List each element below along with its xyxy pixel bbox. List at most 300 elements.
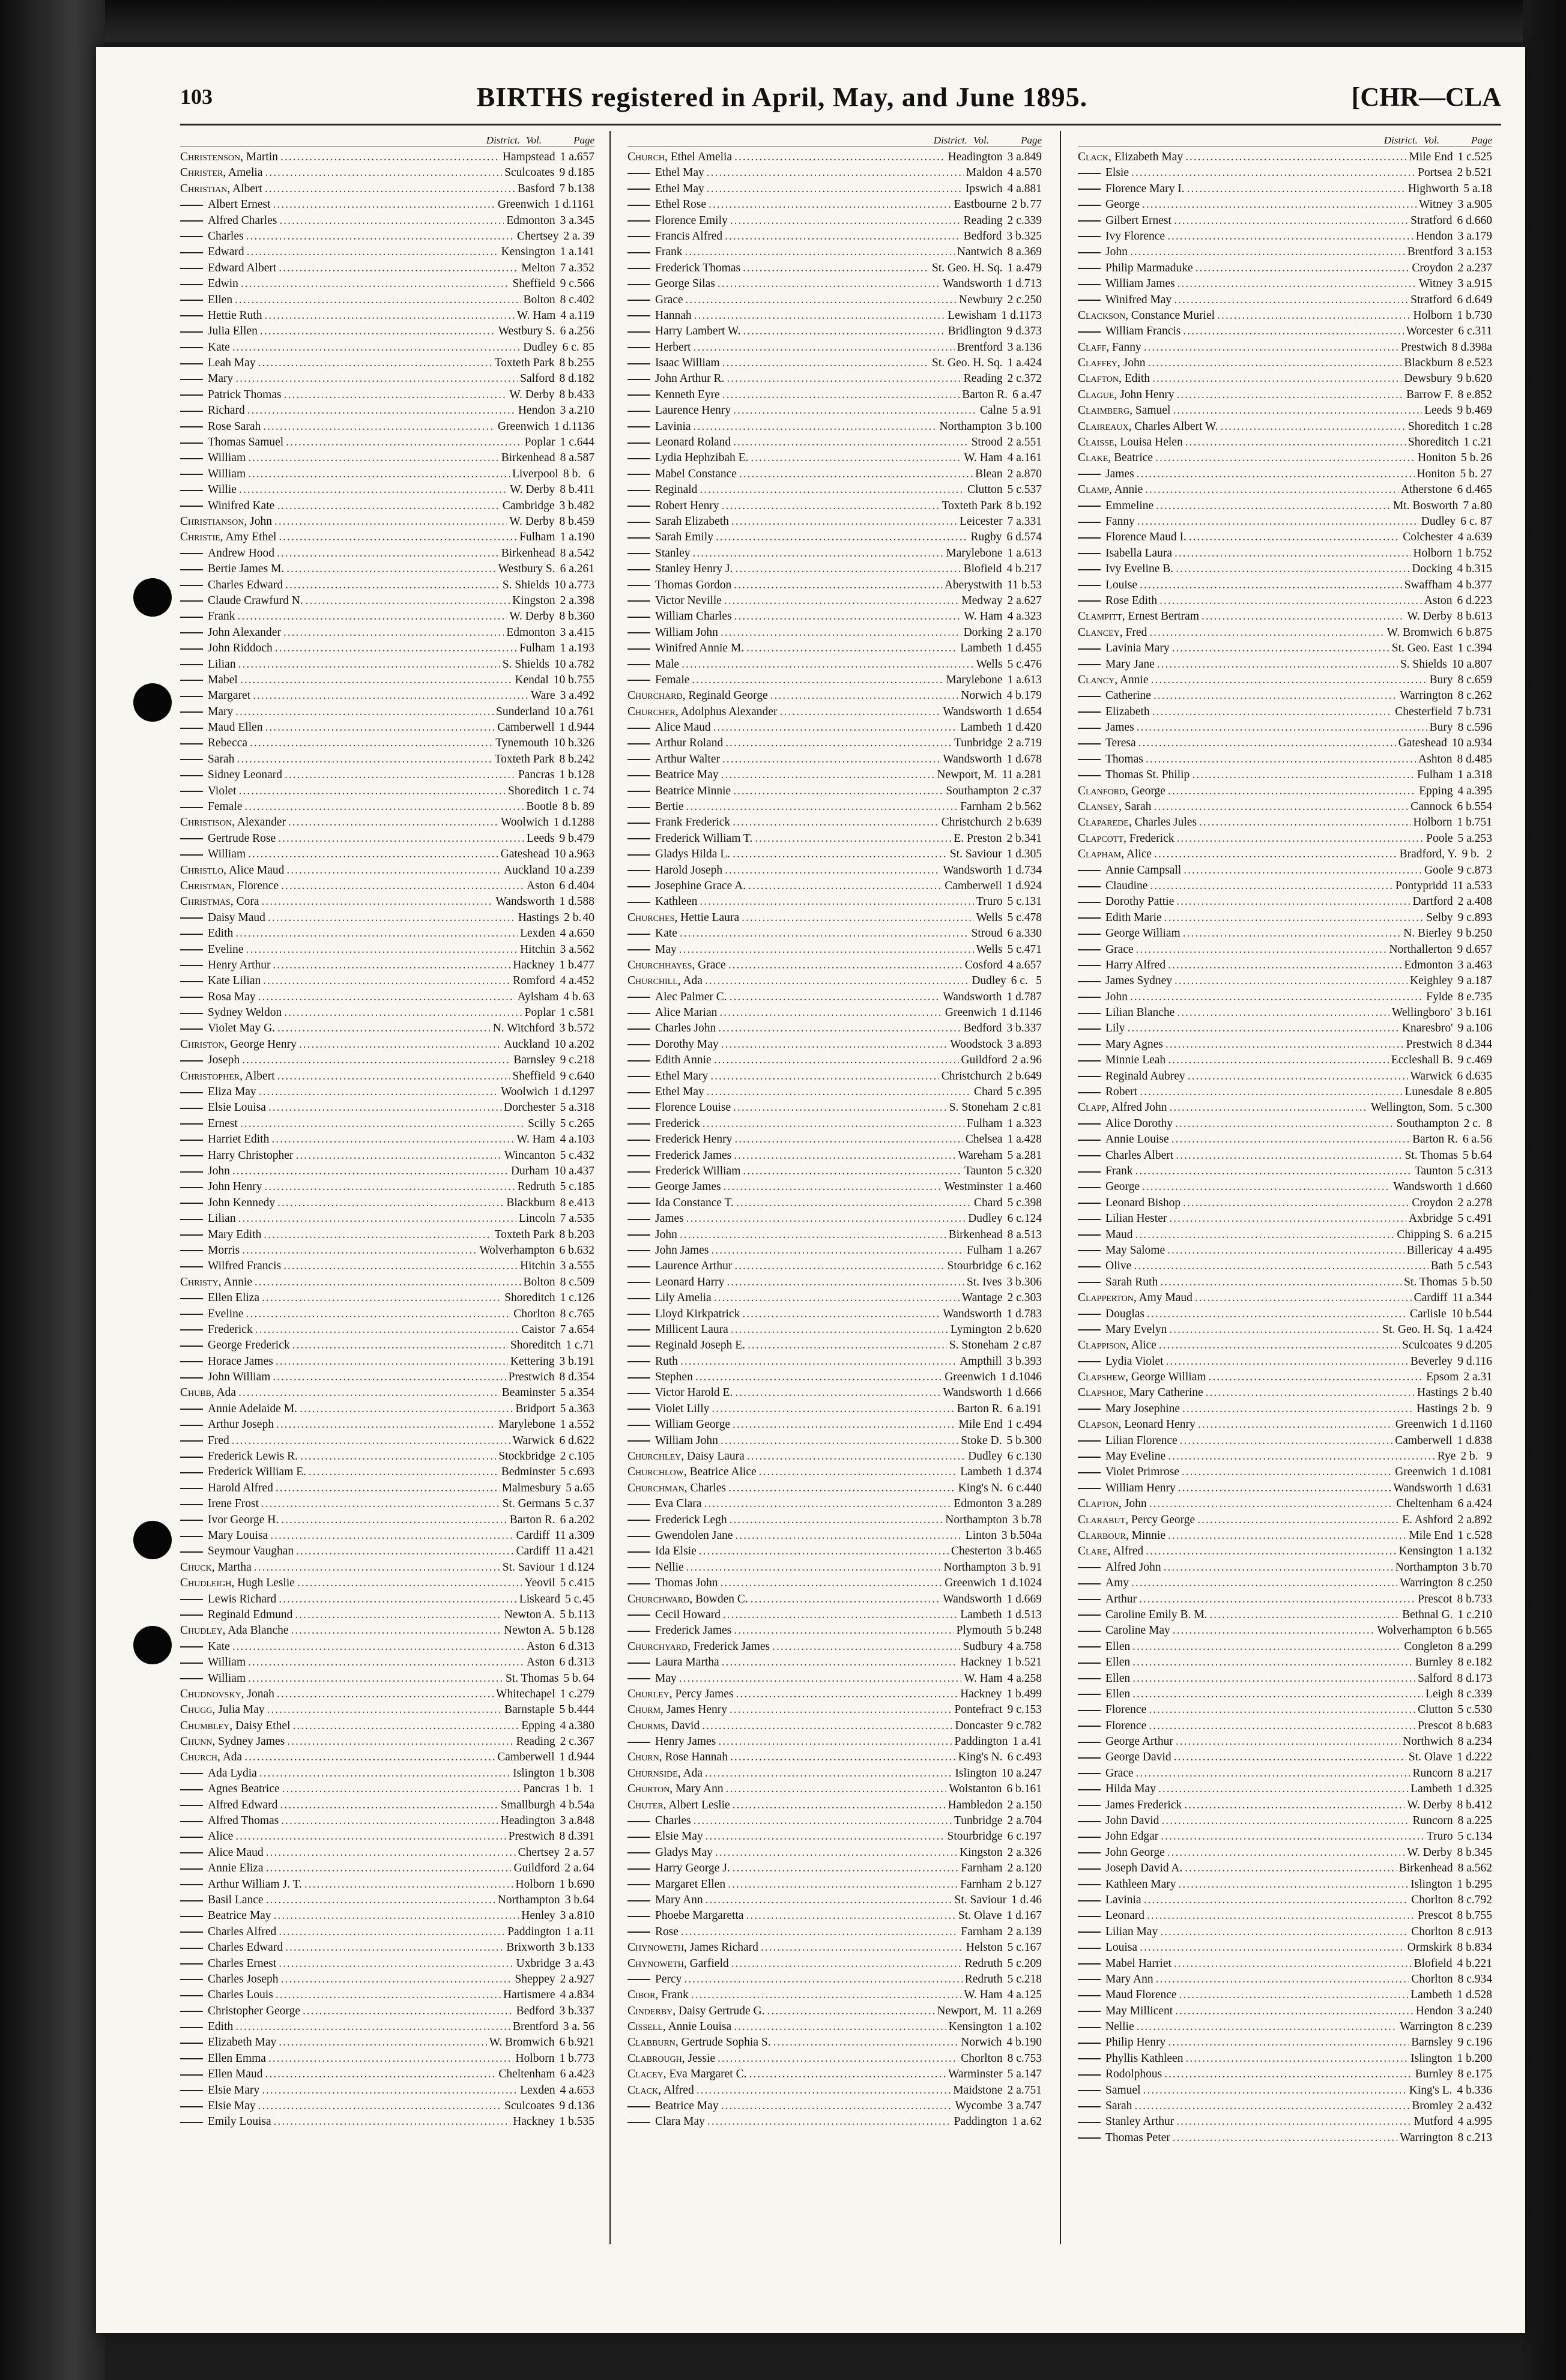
entry-name [627,800,684,814]
entry-surname: Christison, [180,816,235,829]
dot-leader [247,404,516,417]
entry-volume: 4 a. [1457,1243,1475,1257]
entry-name [627,246,683,259]
dot-leader [733,816,939,829]
entry-volume: 1 d. [1457,1751,1475,1764]
ditto-dash [627,189,650,190]
entry-page: 281 [1024,769,1042,782]
index-entry [1078,1846,1492,1862]
index-entry [180,1212,594,1228]
dot-leader [1185,151,1406,164]
index-entry [1078,1973,1492,1989]
entry-page: 337 [1024,1022,1042,1035]
entry-district: Wycombe [955,2100,1003,2113]
entry-given-names: Ivor George H. [208,1513,279,1526]
ditto-dash [180,1852,203,1853]
entry-name [1078,1466,1179,1479]
entry-district: Edmonton [1404,958,1453,971]
entry-page: 562 [1024,800,1042,814]
entry-name [627,1466,757,1479]
dot-leader [285,579,500,592]
entry-given-names: Emmeline [1105,499,1154,512]
dot-leader [1196,262,1410,275]
entry-volume: 2 a. [1457,1196,1475,1209]
entry-surname: Chynoweth, [627,1957,687,1970]
ditto-dash [627,585,650,586]
ditto-dash [627,775,650,776]
dot-leader [1175,1117,1394,1131]
dot-leader [751,1593,941,1606]
index-entry [1078,531,1492,546]
index-entry [1078,1291,1492,1307]
entry-given-names: John Edgar [1105,1830,1159,1843]
ditto-dash [1078,474,1101,475]
index-entry [1078,1989,1492,2004]
entry-name [180,895,259,908]
entry-given-names: Harry Christopher [208,1149,294,1162]
entry-volume: 3 a. [1007,1037,1024,1051]
entry-page: 1288 [571,816,594,829]
entry-volume: 1 b. [559,2115,577,2128]
entry-name [180,1751,242,1764]
entry-name [180,500,274,513]
entry-page: 124 [576,1560,594,1574]
entry-name [180,880,279,893]
ditto-dash [1078,1931,1101,1933]
entry-volume: 9 c. [1457,863,1475,877]
ditto-dash [180,2074,203,2076]
entry-given-names: Sarah Emily [655,531,713,544]
entry-volume: 8 b. [559,1228,577,1241]
ditto-dash [1078,1219,1101,1220]
dot-leader [265,166,502,180]
entry-name [180,1291,259,1305]
dot-leader [705,1767,953,1780]
entry-volume: 4 b. [1457,578,1475,591]
entry-given-names: Mabel [208,673,238,686]
entry-volume: 1 d. [1451,1418,1469,1431]
ditto-dash [627,442,650,444]
entry-page: 852 [1474,388,1492,401]
entry-given-names: Fanny [1112,340,1141,354]
entry-page: 41 [1030,1735,1042,1748]
entry-district: Bury [1429,673,1453,686]
dot-leader [273,959,511,972]
entry-given-names: Seymour Vaughan [208,1545,294,1558]
dot-leader [700,483,965,497]
entry-given-names: George Silas [655,277,715,291]
entry-page: 787 [1024,990,1042,1003]
entry-district: Leigh [1425,1687,1453,1700]
index-entry [180,1593,594,1608]
entry-name [627,1941,758,1954]
entry-volume: 8 b. [1457,1798,1475,1811]
entry-district: Birkenhead [501,452,555,465]
ditto-dash [180,474,203,475]
entry-page: 250 [1024,293,1042,306]
dot-leader [1182,1466,1392,1479]
dot-leader [265,183,515,196]
entry-given-names: Arthur Walter [655,752,720,766]
entry-page: 31 [1480,1371,1492,1384]
entry-page: 469 [1474,1054,1492,1067]
dot-leader [286,436,522,449]
entry-page: 404 [576,879,594,892]
entry-page: 132 [1474,1545,1492,1558]
entry-given-names: Florence Louise [655,1101,731,1114]
entry-district: Barton R. [957,1402,1003,1415]
entry-page: 782 [576,657,594,671]
index-entry [627,642,1042,657]
entry-name [180,832,276,845]
dot-leader [1174,294,1408,307]
entry-name [627,151,732,164]
entry-surname: Claisse, [1078,436,1117,449]
dot-leader [723,1608,958,1622]
entry-page: 543 [1474,1260,1492,1273]
entry-given-names: William [208,1656,246,1669]
dot-leader [742,1308,940,1321]
entry-page: 620 [1474,372,1492,385]
index-entry [627,1323,1042,1339]
dot-leader [746,1909,955,1922]
entry-given-names: Eva Margaret C. [669,2068,747,2081]
entry-volume: 2 a. [1007,737,1024,750]
index-entry [1078,658,1492,674]
entry-given-names: Mary Ann [1105,1972,1153,1986]
ditto-dash [627,363,650,364]
entry-district: Greenwich [945,1006,997,1019]
ditto-dash [180,1963,203,1965]
ditto-dash [1078,205,1101,206]
entry-district: Wolstanton [949,1783,1002,1796]
entry-page: 921 [576,2036,594,2049]
entry-district: Greenwich [1395,1418,1447,1431]
entry-district: Birkenhead [501,546,555,560]
dot-leader [1176,1149,1402,1162]
entry-name [627,2005,764,2018]
entry-name [180,515,272,528]
entry-name [627,642,744,655]
dot-leader [711,1244,964,1257]
entry-given-names: George Frederick [208,1339,290,1352]
entry-name [1078,468,1134,481]
entry-page: 412 [1474,1798,1492,1811]
index-entry [180,341,594,357]
entry-given-names: Minnie Leah [1105,1054,1166,1067]
entry-given-names: Ada [216,1386,237,1400]
entry-district: Newton A. [504,1624,555,1637]
index-entry [627,737,1042,752]
entry-given-names: Eveline [208,943,244,956]
entry-district: Fulham [1417,769,1453,782]
entry-given-names: Ethel May [655,166,704,180]
entry-page: 411 [577,483,594,497]
ditto-dash [180,1948,203,1949]
ditto-dash [627,838,650,839]
ditto-dash [180,2058,203,2059]
index-entry [180,277,594,293]
entry-given-names: William Francis [1105,325,1181,338]
entry-given-names: Mary Edith [208,1228,262,1241]
ditto-dash [180,220,203,222]
index-entry [627,1070,1042,1086]
index-entry [1078,388,1492,404]
ditto-dash [180,965,203,966]
ditto-dash [1078,1266,1101,1267]
ditto-dash [180,1457,203,1458]
entry-page: 493 [1024,1751,1042,1764]
entry-page: 150 [1024,1798,1042,1811]
entry-district: Bromley [1412,2100,1453,2113]
entry-name [627,277,715,291]
entry-given-names: Kate [208,1640,230,1653]
dot-leader [242,1244,477,1257]
index-entry [1078,610,1492,626]
entry-volume: 11 a. [1452,1291,1475,1305]
entry-volume: 10 a. [554,1037,577,1051]
entry-page: 320 [1024,1165,1042,1177]
ditto-dash [1078,553,1101,554]
entry-district: Newton A. [504,1608,555,1621]
entry-name [180,705,233,719]
entry-given-names: Sydney Weldon [208,1006,282,1019]
dot-leader [727,372,961,385]
entry-name [180,943,244,956]
index-entry [180,357,594,372]
ditto-dash [1078,2090,1101,2091]
entry-volume: 8 b. [559,752,577,766]
entry-given-names: John Henry [1120,388,1174,401]
entry-page: 477 [576,958,594,971]
entry-volume: 9 c. [560,1069,577,1083]
entry-page: 46 [1030,1893,1042,1906]
entry-volume: 5 c. [1007,1957,1024,1970]
index-entry [627,1894,1042,1909]
entry-given-names: Rose Sarah [208,420,261,433]
entry-district: Cannock [1410,800,1453,814]
entry-page: 444 [576,1703,594,1717]
entry-volume: 6 a. [1012,388,1030,401]
index-entry [627,1846,1042,1862]
entry-name [180,230,244,243]
ditto-dash [1078,1852,1101,1853]
entry-page: 313 [576,1640,594,1653]
entry-page: 218 [1024,1972,1042,1986]
entry-given-names: Louisa [1105,1941,1138,1954]
entry-district: Kettering [510,1355,555,1368]
entry-page: 654 [1024,705,1042,718]
entry-page: 574 [1024,531,1042,544]
dot-leader [734,1624,954,1637]
dot-leader [246,1308,512,1321]
dot-leader [1184,864,1422,877]
entry-volume: 3 b. [559,1022,577,1035]
entry-given-names: Beatrice May [208,1909,271,1922]
entry-volume: 4 a. [1457,531,1475,544]
entry-volume: 9 b. [1457,372,1475,385]
index-entry [1078,1466,1492,1481]
entry-name [627,547,691,560]
dot-leader [749,2068,946,2081]
entry-given-names: John [1124,1497,1147,1511]
entry-given-names: Maud Ellen [208,721,263,734]
index-entry [1078,800,1492,816]
dot-leader [1179,1989,1409,2002]
entry-page: 339 [1474,1687,1492,1700]
ditto-dash [1078,1234,1101,1236]
dot-leader [1217,309,1410,322]
entry-page: 913 [1474,1925,1492,1938]
index-entry [627,1735,1042,1751]
dot-leader [747,1450,966,1463]
entry-district: Kensington [501,246,555,259]
entry-name [627,214,728,228]
entry-page: 28 [1480,420,1492,433]
index-entry [1078,1244,1492,1260]
entry-volume: 3 b. [559,1941,577,1954]
entry-given-names: Percy James [675,1687,734,1700]
entry-given-names: Sidney Leonard [208,769,283,782]
entry-name [180,579,283,592]
entry-name [1078,1941,1137,1954]
entry-given-names: Christopher George [208,2004,300,2017]
index-entry [1078,1703,1492,1719]
entry-given-names: Frederick Henry [655,1133,733,1146]
entry-page: 893 [1474,911,1492,924]
entry-page: 299 [1474,1640,1492,1653]
dot-leader [286,563,495,576]
entry-given-names: Alexander [237,816,286,829]
entry-district: Wincanton [504,1149,555,1162]
entry-given-names: William John [655,1434,718,1447]
entry-given-names: Joseph David A. [1105,1862,1183,1875]
entry-volume: 1 a. [1007,1117,1024,1130]
entry-given-names: John Henry [208,1180,262,1194]
entry-name [1078,1545,1143,1558]
entry-name [1078,500,1153,513]
entry-page: 147 [1024,2068,1042,2081]
entry-page: 37 [582,1497,594,1511]
entry-given-names: Stanley [655,546,691,560]
dot-leader [710,1070,939,1083]
index-entry [627,420,1042,436]
index-entry [627,198,1042,214]
entry-page: 415 [576,1577,594,1590]
index-entry [180,1466,594,1481]
entry-given-names: Caroline Emily B. M. [1105,1608,1208,1621]
index-entry [627,1656,1042,1672]
index-entry [627,166,1042,182]
entry-volume: 4 a. [1457,784,1475,797]
ditto-dash [1078,997,1101,998]
entry-name [1078,705,1150,719]
entry-name [627,294,683,307]
ditto-dash [627,1979,650,1980]
dot-leader [679,1672,962,1685]
entry-volume: 8 c. [1457,721,1475,734]
entry-name [1078,1418,1196,1431]
entry-district: Prescot [1418,1592,1453,1605]
entry-name [180,610,235,623]
dot-leader [232,341,521,354]
entry-surname: Church, [180,1751,220,1764]
entry-name [1078,2100,1132,2113]
index-entry [627,2115,1042,2131]
entry-page: 64 [1480,1149,1492,1162]
entry-surname: Clapson, [1078,1418,1122,1431]
entry-given-names: Ada [683,1766,703,1780]
index-entry [627,1688,1042,1703]
entry-given-names: Winifred Annie M. [655,642,745,655]
entry-district: Marylebone [946,546,1003,560]
ditto-dash [180,1123,203,1125]
entry-name [1078,848,1152,861]
entry-name [1078,816,1197,829]
entry-given-names: Samuel [1135,404,1171,417]
index-entry [1078,547,1492,563]
entry-district: Sheffield [512,277,555,291]
index-entry [1078,198,1492,214]
entry-name [180,294,232,307]
index-entry [1078,1593,1492,1608]
index-entry [1078,166,1492,182]
ditto-dash [627,1631,650,1632]
entry-page: 437 [576,1165,594,1177]
entry-given-names: Florence Mary I. [1105,182,1185,195]
entry-district: Edmonton [506,626,555,639]
entry-district: Northwich [1403,1735,1453,1748]
dot-leader [276,1989,501,2002]
entry-name [180,468,246,481]
entry-name [180,1608,292,1622]
entry-given-names: Violet Primrose [1105,1466,1179,1479]
entry-name [1078,642,1170,655]
entry-volume: 10 b. [553,673,577,686]
dot-leader [275,642,517,655]
dot-leader [1164,2068,1413,2081]
entry-district: Farnham [961,1862,1003,1875]
entry-page: 70 [1480,1560,1492,1574]
entry-given-names: Reginald Joseph E. [655,1339,746,1352]
entry-name [627,1909,743,1922]
entry-given-names: Edith Annie [655,1054,712,1067]
entry-given-names: Frank [208,610,235,623]
index-entry [180,1117,594,1133]
entry-district: Fulham [519,531,555,544]
entry-volume: 2 a. [564,1862,582,1875]
entry-given-names: Joseph [208,1054,240,1067]
entry-given-names: Claudine [1105,879,1148,892]
entry-name [627,1545,697,1558]
entry-district: Mt. Bosworth [1392,499,1459,512]
entry-name [627,1720,700,1733]
entry-given-names: John Arthur R. [655,372,725,385]
ditto-dash [180,981,203,982]
index-entry [180,1450,594,1466]
entry-given-names: Lewis Richard [208,1592,277,1605]
entry-given-names: Ethel Mary [655,1069,709,1083]
index-entry [1078,1117,1492,1133]
ditto-dash [180,268,203,269]
entry-volume: 8 c. [560,1307,577,1320]
entry-volume: 6 a. [560,2068,577,2081]
entry-given-names: Lilian [208,1212,236,1225]
entry-given-names: Ada [683,974,703,988]
dot-leader [731,1323,948,1336]
entry-page: 528 [1474,1989,1492,2002]
entry-volume: 3 b. [1006,1275,1024,1288]
